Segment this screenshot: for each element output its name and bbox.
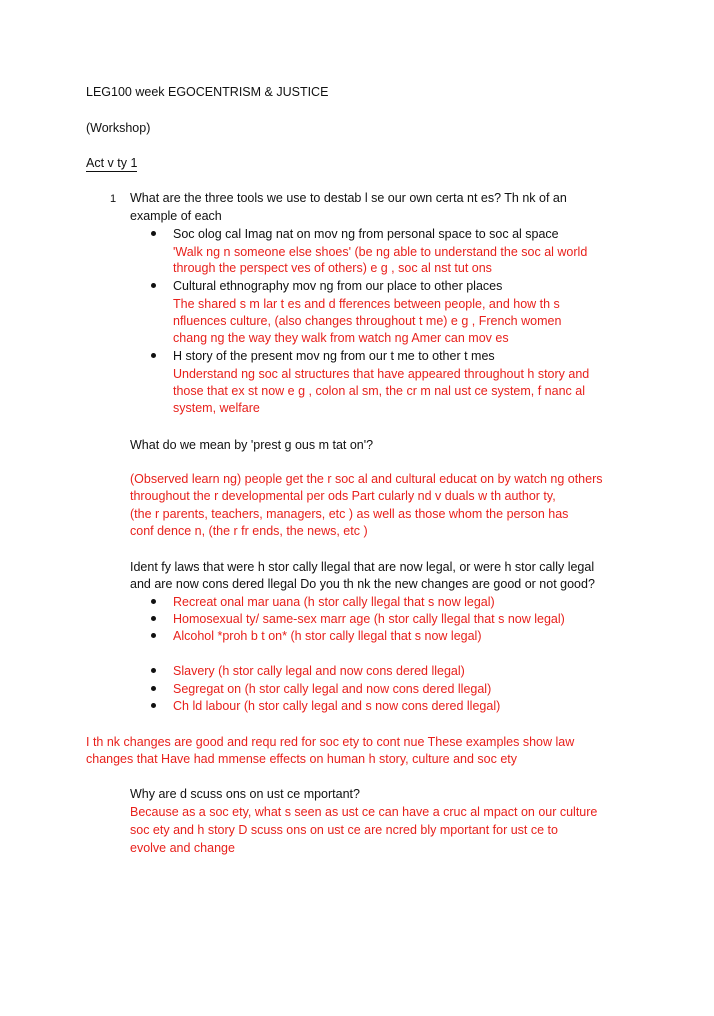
q1-item-3-answer-2: those that ex st now e g , colon al sm, the cr m nal ust ce system, f nanc al xyxy=(173,384,585,398)
q4-answer-3: evolve and change xyxy=(130,841,235,855)
q3-law-6: Ch ld labour (h stor cally legal and s now cons dered llegal) xyxy=(173,699,501,713)
q3-law-2: Homosexual ty/ same-sex marr age (h stor cally llegal that s now legal) xyxy=(173,612,565,626)
bullet-icon xyxy=(151,703,156,708)
q3-question-1: Ident fy laws that were h stor cally llegal that are now legal, or were h stor cally legal xyxy=(130,560,595,574)
bullet-icon xyxy=(151,231,156,236)
q3-law-3: Alcohol *proh b t on* (h stor cally llegal that s now legal) xyxy=(173,629,482,643)
q2-answer-3: (the r parents, teachers, managers, etc ) as well as those whom the person has xyxy=(130,507,569,521)
activity-heading: Act v ty 1 xyxy=(86,156,138,170)
q2-answer-1: (Observed learn ng) people get the r soc al and cultural educat on by watch ng others xyxy=(130,472,603,486)
q3-conclusion-2: changes that Have had mmense effects on human h story, culture and soc ety xyxy=(86,752,518,766)
bullet-icon xyxy=(151,283,156,288)
q1-item-3-answer-3: system, welfare xyxy=(173,401,260,415)
q2-question: What do we mean by 'prest g ous m tat on'? xyxy=(130,438,374,452)
q1-item-1-title: Soc olog cal Imag nat on mov ng from personal space to soc al space xyxy=(173,227,559,241)
q1-item-2-title: Cultural ethnography mov ng from our place to other places xyxy=(173,279,503,293)
q4-question: Why are d scuss ons on ust ce mportant? xyxy=(130,787,360,801)
bullet-icon xyxy=(151,353,156,358)
q1-item-3-title: H story of the present mov ng from our t me to other t mes xyxy=(173,349,495,363)
q1-item-2-answer-1: The shared s m lar t es and d fferences between people, and how th s xyxy=(173,297,560,311)
q1-item-1-answer-2: through the perspect ves of others) e g , soc al nst tut ons xyxy=(173,261,492,275)
q1-item-2-answer-2: nfluences culture, (also changes throughout t me) e g , French women xyxy=(173,314,562,328)
bullet-icon xyxy=(151,686,156,691)
q1-item-3-answer-1: Understand ng soc al structures that have appeared throughout h story and xyxy=(173,367,590,381)
q1-line-1: What are the three tools we use to destab l se our own certa nt es? Th nk of an xyxy=(130,191,567,205)
bullet-icon xyxy=(151,633,156,638)
q1-line-2: example of each xyxy=(130,209,222,223)
q3-conclusion-1: I th nk changes are good and requ red for soc ety to cont nue These examples show law xyxy=(86,735,575,749)
bullet-icon xyxy=(151,599,156,604)
q2-answer-2: throughout the r developmental per ods Part cularly nd v duals w th author ty, xyxy=(130,489,556,503)
q4-answer-1: Because as a soc ety, what s seen as ust ce can have a cruc al mpact on our culture xyxy=(130,805,598,819)
activity-heading-wrap xyxy=(86,155,137,172)
q3-law-4: Slavery (h stor cally legal and now cons dered llegal) xyxy=(173,664,465,678)
q3-question-2: and are now cons dered llegal Do you th nk the new changes are good or not good? xyxy=(130,577,595,591)
q4-answer-2: soc ety and h story D scuss ons on ust ce are ncred bly mportant for ust ce to xyxy=(130,823,558,837)
workshop-label: (Workshop) xyxy=(86,121,151,135)
q3-law-1: Recreat onal mar uana (h stor cally llegal that s now legal) xyxy=(173,595,495,609)
question-number: 1 xyxy=(110,193,117,205)
document-title: LEG100 week EGOCENTRISM & JUSTICE xyxy=(86,85,329,99)
q1-item-2-answer-3: chang ng the way they walk from watch ng Amer can mov es xyxy=(173,331,509,345)
q2-answer-4: conf dence n, (the r fr ends, the news, etc ) xyxy=(130,524,368,538)
q3-law-5: Segregat on (h stor cally legal and now cons dered llegal) xyxy=(173,682,492,696)
bullet-icon xyxy=(151,668,156,673)
q1-item-1-answer-1: 'Walk ng n someone else shoes' (be ng able to understand the soc al world xyxy=(173,245,588,259)
bullet-icon xyxy=(151,616,156,621)
